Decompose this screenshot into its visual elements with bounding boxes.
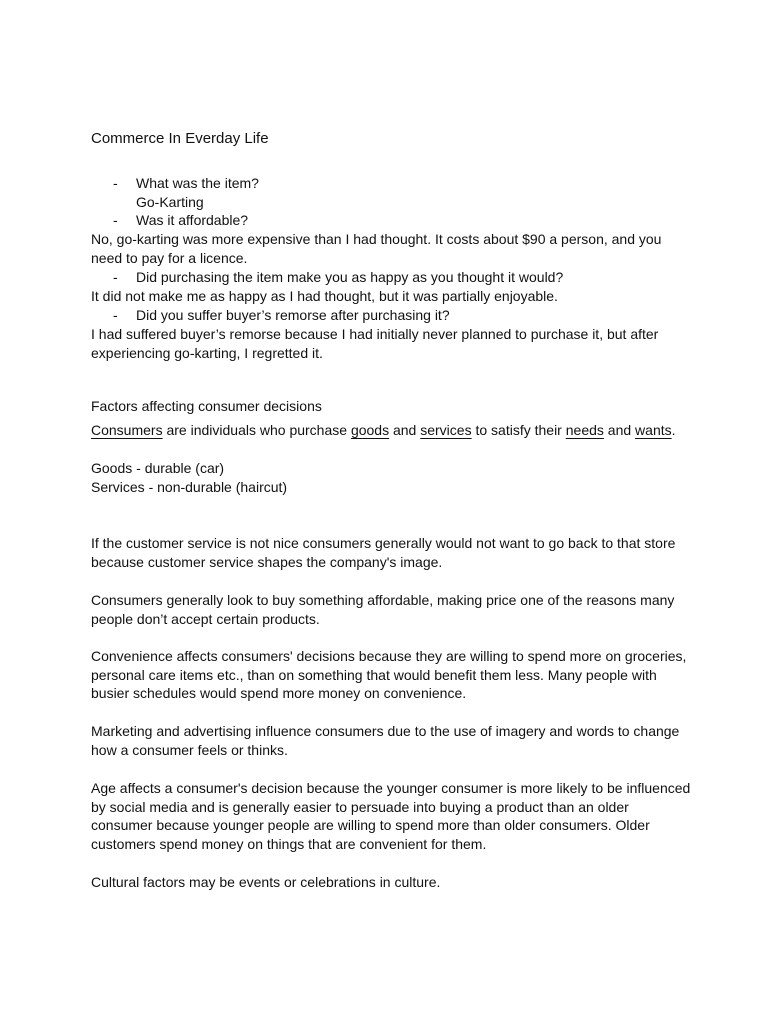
- bullet-dash: -: [113, 212, 118, 228]
- paragraph-customer-service: If the customer service is not nice consumers generally would not want to go back to that store because customer service shapes the company's image.: [91, 535, 676, 570]
- definition-text: are individuals who purchase: [162, 422, 351, 438]
- term-needs: needs: [565, 422, 604, 438]
- definition-sentence: [91, 421, 691, 440]
- definition-text: to satisfy their: [471, 422, 566, 438]
- bullet-dash: -: [113, 307, 118, 323]
- question-item: Was it affordable?: [136, 212, 249, 228]
- section-heading: Factors affecting consumer decisions: [91, 398, 322, 414]
- paragraph-price: Consumers generally look to buy something affordable, making price one of the reasons many people don’t accept certain products.: [91, 592, 675, 627]
- definition-text: and: [603, 422, 636, 438]
- term-wants: wants: [635, 422, 672, 438]
- answer-text: I had suffered buyer’s remorse because I had initially never planned to purchase it, but after experiencing go-karting, I regretted it.: [91, 326, 659, 361]
- answer-text: No, go-karting was more expensive than I had thought. It costs about $90 a person, and you need to pay for a licence.: [91, 231, 662, 266]
- paragraph-culture: Cultural factors may be events or celebrations in culture.: [91, 874, 441, 890]
- goods-line: Goods - durable (car): [91, 460, 225, 476]
- bullet-dash: -: [113, 269, 118, 285]
- question-item: Did purchasing the item make you as happy as you thought it would?: [136, 269, 564, 285]
- question-item: Did you suffer buyer’s remorse after purchasing it?: [136, 307, 450, 323]
- paragraph-marketing: Marketing and advertising influence consumers due to the use of imagery and words to change how a consumer feels or thinks.: [91, 723, 680, 758]
- paragraph-convenience: Convenience affects consumers' decisions because they are willing to spend more on groceries, personal care items etc., than on something that would benefit them less. Many people with busier schedules would spend more money on convenience.: [91, 648, 687, 702]
- definition-text: and: [389, 422, 421, 438]
- paragraph-age: Age affects a consumer's decision because the younger consumer is more likely to be influenced by social media and is generally easier to persuade into buying a product than an older consumer because younger people are willing to spend more than older consumers. Older customers spend money on things that are convenient for them.: [91, 780, 691, 853]
- page-title: Commerce In Everday Life: [91, 130, 269, 147]
- bullet-dash: -: [113, 175, 118, 191]
- question-item: What was the item?: [136, 175, 259, 191]
- answer-text: It did not make me as happy as I had thought, but it was partially enjoyable.: [91, 288, 558, 304]
- term-consumers: Consumers: [91, 422, 163, 438]
- term-goods: goods: [350, 422, 390, 438]
- answer-text: Go-Karting: [136, 194, 204, 210]
- term-services: services: [420, 422, 472, 438]
- definition-text: .: [671, 422, 676, 438]
- services-line: Services - non-durable (haircut): [91, 479, 288, 495]
